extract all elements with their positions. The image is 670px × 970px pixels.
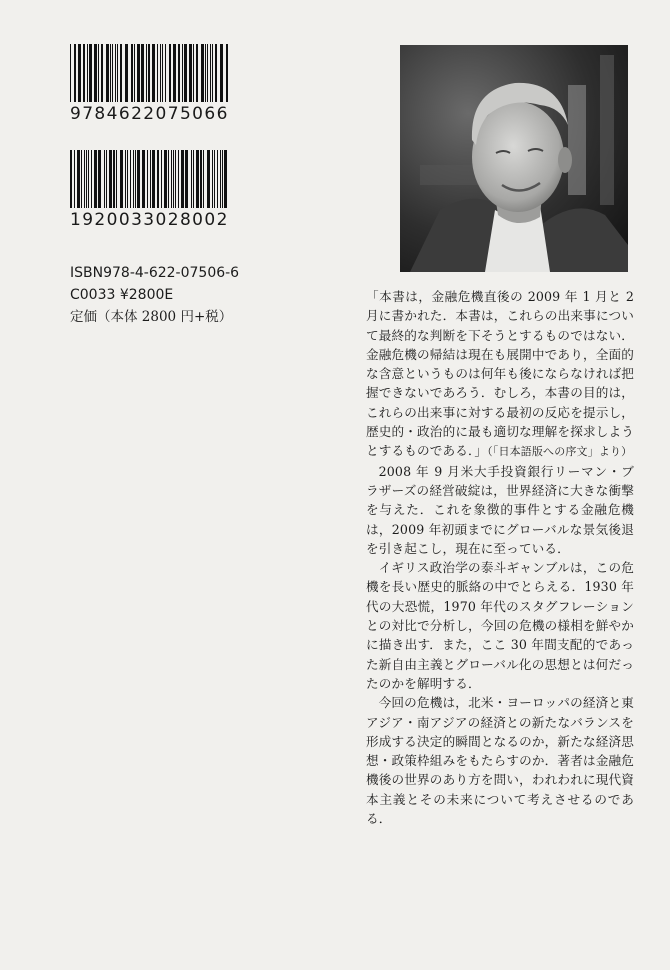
author-photo [400, 45, 628, 272]
barcode-bar [157, 44, 158, 102]
barcode-bar [83, 44, 85, 102]
barcode-bar [201, 44, 204, 102]
barcode-bar [98, 44, 99, 102]
barcode-bar [141, 44, 144, 102]
barcode-bar [191, 150, 192, 208]
barcode-bar [193, 150, 194, 208]
book-info [70, 262, 239, 328]
description-paragraph: イギリス政治学の泰斗ギャンブルは，この危機を長い歴史的脈絡の中でとらえる．1930 年代の大恐慌，1970 年代のスタグフレーションとの対比で分析し，今回の危機の様相を鮮やかに描き出す．また，ここ 30 年間支配的であった新自由主義とグローバル化の思想とは何だったのかを解明する． [366, 560, 634, 691]
isbn-barcode-number: 9784622075066 [70, 104, 229, 124]
barcode-bar [131, 44, 133, 102]
c-code-price: C0033 ¥2800E [70, 287, 174, 303]
barcode-bar [133, 150, 134, 208]
barcode-bar [147, 150, 148, 208]
barcode-bar [104, 150, 105, 208]
barcode-bar [120, 150, 123, 208]
barcode-bar [164, 150, 167, 208]
isbn-text: ISBN978-4-622-07506-6 [70, 265, 240, 281]
barcode-bar [161, 150, 162, 208]
barcode-bar [74, 44, 76, 102]
barcode-bar [185, 150, 188, 208]
barcode-bar [87, 44, 88, 102]
barcode-bar [189, 44, 192, 102]
description-quote [366, 287, 634, 462]
barcode-bar [106, 150, 107, 208]
barcode-bar [117, 44, 118, 102]
price-barcode [70, 150, 230, 230]
barcode-bar [193, 44, 194, 102]
barcode-bar [173, 150, 174, 208]
barcode-bar [88, 150, 89, 208]
barcode-bar [226, 44, 228, 102]
barcode-bar [146, 44, 147, 102]
barcode-bar [207, 44, 208, 102]
barcode-bar [150, 150, 151, 208]
quote-source: （「日本語版への序文」より） [487, 445, 633, 459]
barcode-bars [70, 44, 230, 102]
barcode-bar [78, 44, 81, 102]
barcode-bar [182, 44, 183, 102]
barcode-bar [210, 44, 211, 102]
barcode-bar [84, 150, 85, 208]
book-description [366, 287, 634, 828]
barcode-bar [77, 150, 80, 208]
barcode-bar [70, 44, 71, 102]
barcode-bar [101, 44, 103, 102]
barcode-bar [196, 44, 198, 102]
barcode-bar [130, 150, 131, 208]
description-paragraph: 2008 年 9 月米大手投資銀行リーマン・ブラザーズの経営破綻は，世界経済に大きな衝撃を与えた．これを象徴的事件とする金融危機は，2009 年初頭までにグローバルな景気後退を引き起こし，現在に至っている． [366, 463, 634, 556]
barcode-bar [184, 44, 187, 102]
barcode-bar [171, 150, 172, 208]
barcode-bar [203, 150, 204, 208]
author-portrait-icon [400, 45, 628, 272]
barcode-bar [137, 44, 140, 102]
barcode-bar [196, 150, 199, 208]
barcode-bar [125, 150, 126, 208]
quote-text: 「本書は，金融危機直後の 2009 年 1 月と 2 月に書かれた．本書は，これらの出来事について最終的な判断を下そうとするものではない．金融危機の帰結は現在も展開中であり，全面的な含意というものは何年も後にならなければ把握できないであろう．むしろ，本書の目的は，これらの出来事に対する最初の反応を提示し，歴史的・政治的に最も適切な理解を探求しようとするものである．」 [366, 289, 634, 459]
barcode-bar [91, 150, 92, 208]
barcode-bar [86, 150, 87, 208]
description-paragraph: 今回の危機は，北米・ヨーロッパの経済と東アジア・南アジアの経済との新たなバランスを形成する決定的瞬間となるのか，新たな経済思想・政策枠組みをもたらすのか．著者は金融危機後の世界のあり方を問い，われわれに現代資本主義とその未来について考えさせるのである． [366, 695, 634, 827]
barcode-bar [116, 150, 117, 208]
barcode-bar [220, 44, 223, 102]
barcode-bar [106, 44, 109, 102]
list-price: 定価（本体 2800 円+税） [70, 309, 233, 325]
barcode-bar [207, 150, 210, 208]
barcode-bar [115, 44, 116, 102]
barcode-bar [214, 150, 215, 208]
barcode-bars [70, 150, 230, 208]
barcode-bar [165, 44, 166, 102]
barcode-bar [220, 150, 221, 208]
barcode-bar [178, 44, 180, 102]
barcode-bar [152, 44, 155, 102]
barcode-bar [160, 44, 161, 102]
barcode-bar [205, 44, 206, 102]
barcode-bar [169, 44, 171, 102]
barcode-bar [113, 150, 115, 208]
barcode-bar [89, 44, 92, 102]
barcode-bar [224, 150, 227, 208]
barcode-bar [74, 150, 75, 208]
barcode-bar [175, 150, 176, 208]
barcode-bar [112, 44, 113, 102]
barcode-bar [109, 150, 112, 208]
barcode-bar [168, 150, 169, 208]
price-barcode-number: 1920033028002 [70, 210, 229, 230]
barcode-bar [181, 150, 184, 208]
barcode-bar [127, 150, 128, 208]
isbn-barcode [70, 44, 230, 124]
barcode-bar [173, 44, 176, 102]
barcode-bar [94, 150, 97, 208]
barcode-bar [200, 150, 202, 208]
barcode-bar [135, 150, 136, 208]
barcode-bar [81, 150, 82, 208]
barcode-bar [217, 150, 218, 208]
barcode-bar [148, 44, 150, 102]
barcode-bar [70, 150, 72, 208]
barcode-bar [212, 44, 213, 102]
barcode-bar [215, 44, 217, 102]
barcode-bar [125, 44, 128, 102]
barcode-bar [178, 150, 179, 208]
barcode-bar [137, 150, 140, 208]
barcode-bar [120, 44, 122, 102]
barcode-bar [94, 44, 97, 102]
barcode-bar [152, 150, 155, 208]
barcode-bar [110, 44, 111, 102]
barcode-bar [162, 44, 163, 102]
barcode-bar [134, 44, 135, 102]
barcode-bar [212, 150, 213, 208]
barcode-bar [142, 150, 145, 208]
barcode-bar [98, 150, 101, 208]
barcode-bar [157, 150, 159, 208]
barcode-bar [222, 150, 223, 208]
